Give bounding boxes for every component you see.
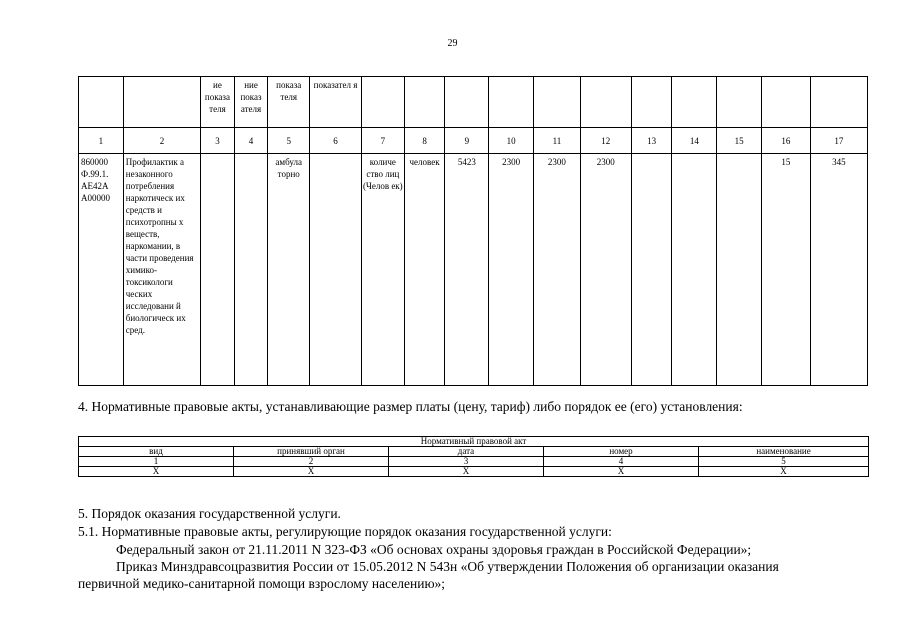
header-cell: [489, 77, 534, 128]
section-5-title: 5. Порядок оказания государственной услуги.: [78, 506, 341, 521]
section-5-1-title: 5.1. Нормативные правовые акты, регулирующие порядок оказания государственной услуги:: [78, 524, 612, 539]
data-cell: Х: [699, 467, 869, 477]
column-number: 13: [631, 128, 672, 154]
column-number: 2: [123, 128, 200, 154]
value-cell: 2300: [533, 154, 580, 386]
table-row: [79, 154, 868, 386]
column-number: 5: [268, 128, 310, 154]
header-cell: [631, 77, 672, 128]
header-cell: [361, 77, 404, 128]
header-cell: [445, 77, 489, 128]
column-number: 3: [201, 128, 235, 154]
value-cell: 2300: [489, 154, 534, 386]
code-cell: 5423: [445, 154, 489, 386]
column-number: 5: [699, 457, 869, 467]
service-name-cell: Профилактик а незаконного потребления наркотическ их средств и психотропны х веществ, наркомании, в части проведения химико- токсикологи ческих исследовани й биологическ их сред.: [123, 154, 200, 386]
data-cell: [672, 154, 717, 386]
column-number: 4: [544, 457, 699, 467]
deviation-cell: 345: [810, 154, 867, 386]
column-number: 1: [79, 457, 234, 467]
column-number: 12: [580, 128, 631, 154]
header-cell: показа теля: [268, 77, 310, 128]
column-number-row: [79, 128, 868, 154]
federal-law-text: Федеральный закон от 21.11.2011 N 323-ФЗ «Об основах охраны здоровья граждан в Российской Федерации»;: [116, 542, 752, 557]
column-number: 15: [717, 128, 762, 154]
table-row: [79, 467, 869, 477]
column-number: 8: [404, 128, 445, 154]
header-cell: дата: [389, 447, 544, 457]
data-cell: Х: [234, 467, 389, 477]
deviation-cell: 15: [761, 154, 810, 386]
header-cell: [79, 77, 124, 128]
unit-cell: человек: [404, 154, 445, 386]
data-cell: Х: [389, 467, 544, 477]
header-cell: [717, 77, 762, 128]
header-cell: вид: [79, 447, 234, 457]
column-number: 10: [489, 128, 534, 154]
value-cell: 2300: [580, 154, 631, 386]
column-number: 6: [310, 128, 362, 154]
header-cell: принявший орган: [234, 447, 389, 457]
column-number: 1: [79, 128, 124, 154]
header-cell: ние показ ателя: [234, 77, 268, 128]
ministry-order-text: Приказ Минздравсоцразвития России от 15.05.2012 N 543н «Об утверждении Положения об организации оказания: [116, 559, 779, 574]
column-number: 17: [810, 128, 867, 154]
header-cell: наименование: [699, 447, 869, 457]
page-number: 29: [447, 38, 458, 49]
data-cell: Х: [79, 467, 234, 477]
header-cell: номер: [544, 447, 699, 457]
header-cell: [123, 77, 200, 128]
table-header-row: [79, 77, 868, 128]
column-number: 11: [533, 128, 580, 154]
column-number: 9: [445, 128, 489, 154]
header-cell: [404, 77, 445, 128]
data-cell: [234, 154, 268, 386]
header-cell: [580, 77, 631, 128]
table-caption: Нормативный правовой акт: [79, 437, 869, 447]
header-cell: [810, 77, 867, 128]
indicator-name-cell: количе ство лиц (Челов ек): [361, 154, 404, 386]
section-4-title: 4. Нормативные правовые акты, устанавливающие размер платы (цену, тариф) либо порядок ее (его) установления:: [78, 399, 743, 414]
column-number: 14: [672, 128, 717, 154]
header-cell: [672, 77, 717, 128]
header-cell: [761, 77, 810, 128]
column-number: 4: [234, 128, 268, 154]
data-cell: Х: [544, 467, 699, 477]
column-number: 3: [389, 457, 544, 467]
service-form-cell: амбула торно: [268, 154, 310, 386]
header-cell: [533, 77, 580, 128]
column-number: 2: [234, 457, 389, 467]
legal-acts-table: [78, 436, 869, 477]
column-number-row: [79, 457, 869, 467]
service-indicators-table: [78, 76, 868, 386]
data-cell: [310, 154, 362, 386]
header-cell: ие показа теля: [201, 77, 235, 128]
column-number: 7: [361, 128, 404, 154]
table-header-row: [79, 447, 869, 457]
column-number: 16: [761, 128, 810, 154]
registry-code-cell: 860000 Ф.99.1. АЕ42А А00000: [79, 154, 124, 386]
data-cell: [717, 154, 762, 386]
header-cell: показател я: [310, 77, 362, 128]
data-cell: [631, 154, 672, 386]
data-cell: [201, 154, 235, 386]
table-caption-row: [79, 437, 869, 447]
ministry-order-text-continued: первичной медико-санитарной помощи взрослому населению»;: [78, 576, 446, 591]
